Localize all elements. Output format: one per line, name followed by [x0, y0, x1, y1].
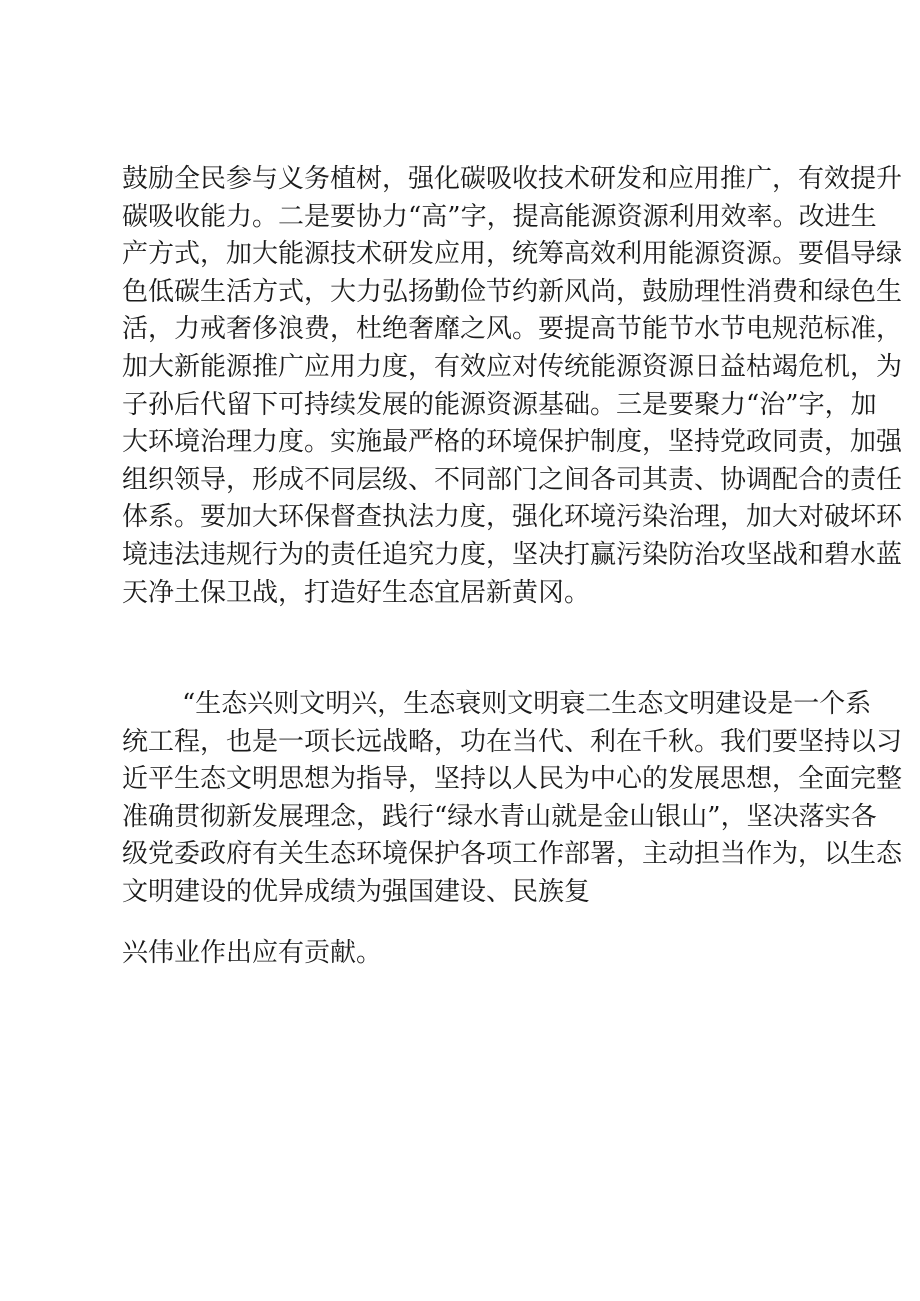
- paragraph-line: “生态兴则文明兴，生态衰则文明衰二生态文明建设是一个系: [182, 689, 872, 719]
- paragraph-line: 子孙后代留下可持续发展的能源资源基础。三是要聚力“治”字，加: [122, 389, 877, 420]
- paragraph-line: 组织领导，形成不同层级、不同部门之间各司其责、协调配合的责任: [122, 464, 903, 495]
- paragraph-line: 活，力戒奢侈浪费，杜绝奢靡之风。要提高节能节水节电规范标准，: [122, 314, 903, 345]
- paragraph-line: 统工程，也是一项长远战略，功在当代、利在千秋。我们要坚持以习: [122, 726, 903, 757]
- paragraph-line: 碳吸收能力。二是要协力“高”字，提高能源资源利用效率。改进生: [122, 201, 877, 232]
- paragraph-line: 天净土保卫战，打造好生态宜居新黄冈。: [122, 577, 591, 608]
- paragraph-line: 色低碳生活方式，大力弘扬勤俭节约新风尚，鼓励理性消费和绿色生: [122, 276, 903, 307]
- paragraph-line: 鼓励全民参与义务植树，强化碳吸收技术研发和应用推广，有效提升: [122, 164, 903, 194]
- paragraph-line: 体系。要加大环保督查执法力度，强化环境污染治理，加大对破坏环: [122, 502, 903, 533]
- paragraph-line: 准确贯彻新发展理念，践行“绿水青山就是金山银山”，坚决落实各: [122, 801, 877, 832]
- paragraph-1: [122, 161, 903, 612]
- paragraph-2-tail: 兴伟业作出应有贡献。: [122, 938, 383, 968]
- paragraph-2: [122, 686, 903, 912]
- paragraph-line: 加大新能源推广应用力度，有效应对传统能源资源日益枯竭危机，为: [122, 351, 903, 382]
- paragraph-line: 大环境治理力度。实施最严格的环境保护制度，坚持党政同责，加强: [122, 427, 903, 458]
- paragraph-line: 产方式，加大能源技术研发应用，统筹高效利用能源资源。要倡导绿: [122, 239, 903, 270]
- paragraph-line: 级党委政府有关生态环境保护各项工作部署，主动担当作为，以生态: [122, 839, 903, 870]
- paragraph-line: 文明建设的优异成绩为强国建设、民族复: [122, 876, 591, 907]
- paragraph-line: 近平生态文明思想为指导，坚持以人民为中心的发展思想，全面完整: [122, 764, 903, 795]
- paragraph-line: 境违法违规行为的责任追究力度，坚决打赢污染防治攻坚战和碧水蓝: [122, 539, 903, 570]
